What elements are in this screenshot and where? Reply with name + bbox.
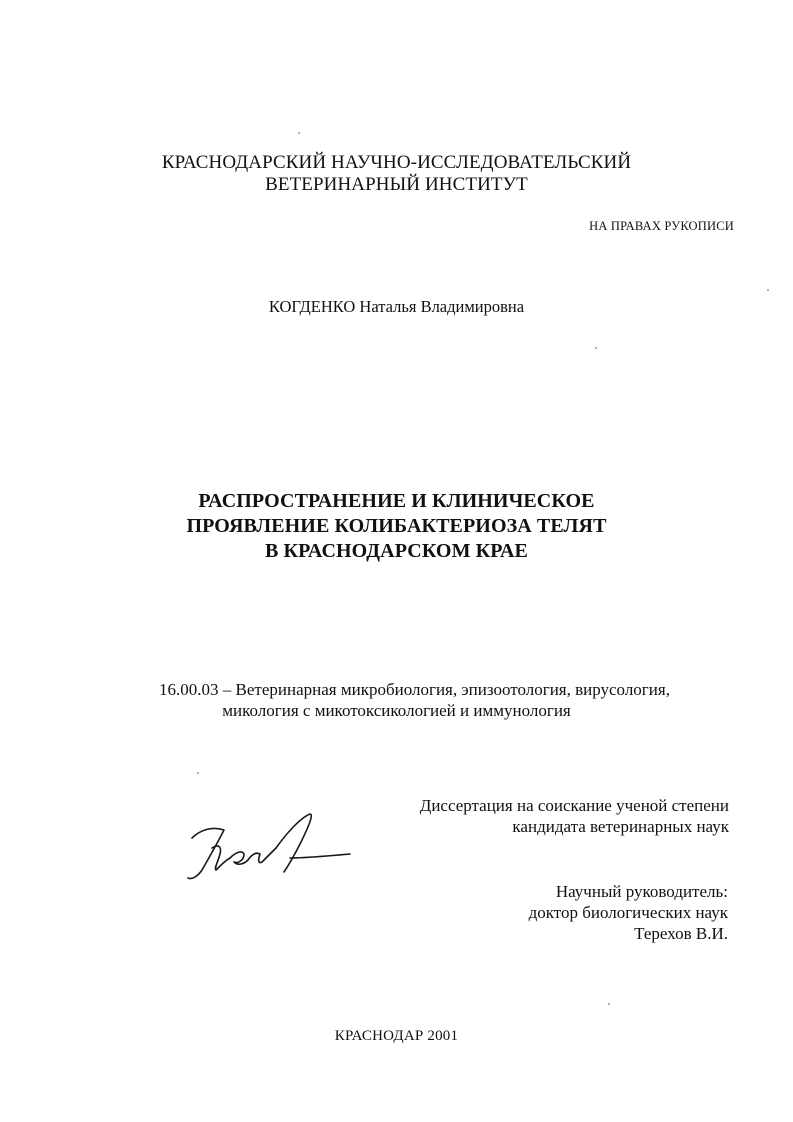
supervisor-name: Терехов В.И. <box>634 924 728 943</box>
signature-stroke-6 <box>290 854 350 858</box>
signature-stroke-5 <box>276 814 311 872</box>
dissertation-title <box>0 489 793 564</box>
handwritten-signature <box>182 808 357 886</box>
scan-speck <box>608 1003 610 1005</box>
degree-statement <box>420 795 729 837</box>
specialty-line-1: 16.00.03 – Ветеринарная микробиология, эпизоотология, вирусология, <box>159 680 670 699</box>
city-year: КРАСНОДАР 2001 <box>334 1028 459 1044</box>
specialty-code <box>0 679 793 721</box>
institution-line-2: ВЕТЕРИНАРНЫЙ ИНСТИТУТ <box>265 174 528 195</box>
manuscript-rights-note: НА ПРАВАХ РУКОПИСИ <box>589 219 734 233</box>
scan-speck <box>197 772 199 774</box>
scan-speck <box>298 132 300 134</box>
supervisor-degree: доктор биологических наук <box>528 903 728 922</box>
degree-line-1: Диссертация на соискание ученой степени <box>419 796 729 815</box>
scan-speck <box>595 347 597 349</box>
title-line-3: В КРАСНОДАРСКОМ КРАЕ <box>265 540 528 562</box>
author-name: КОГДЕНКО Наталья Владимировна <box>268 297 525 316</box>
institution-line-1: КРАСНОДАРСКИЙ НАУЧНО-ИССЛЕДОВАТЕЛЬСКИЙ <box>161 152 632 173</box>
degree-line-2: кандидата ветеринарных наук <box>512 817 729 836</box>
signature-stroke-2 <box>212 846 230 870</box>
title-line-1: РАСПРОСТРАНЕНИЕ И КЛИНИЧЕСКОЕ <box>198 490 595 512</box>
supervisor-label: Научный руководитель: <box>555 882 728 901</box>
institution-name <box>0 152 793 196</box>
title-line-2: ПРОЯВЛЕНИЕ КОЛИБАКТЕРИОЗА ТЕЛЯТ <box>186 515 607 537</box>
specialty-line-2: микология с микотоксикологией и иммунология <box>222 701 571 720</box>
signature-stroke-1 <box>188 828 224 878</box>
signature-stroke-3 <box>230 852 248 864</box>
supervisor-block <box>529 881 728 944</box>
signature-stroke-4 <box>248 848 276 863</box>
scan-speck <box>767 289 769 291</box>
